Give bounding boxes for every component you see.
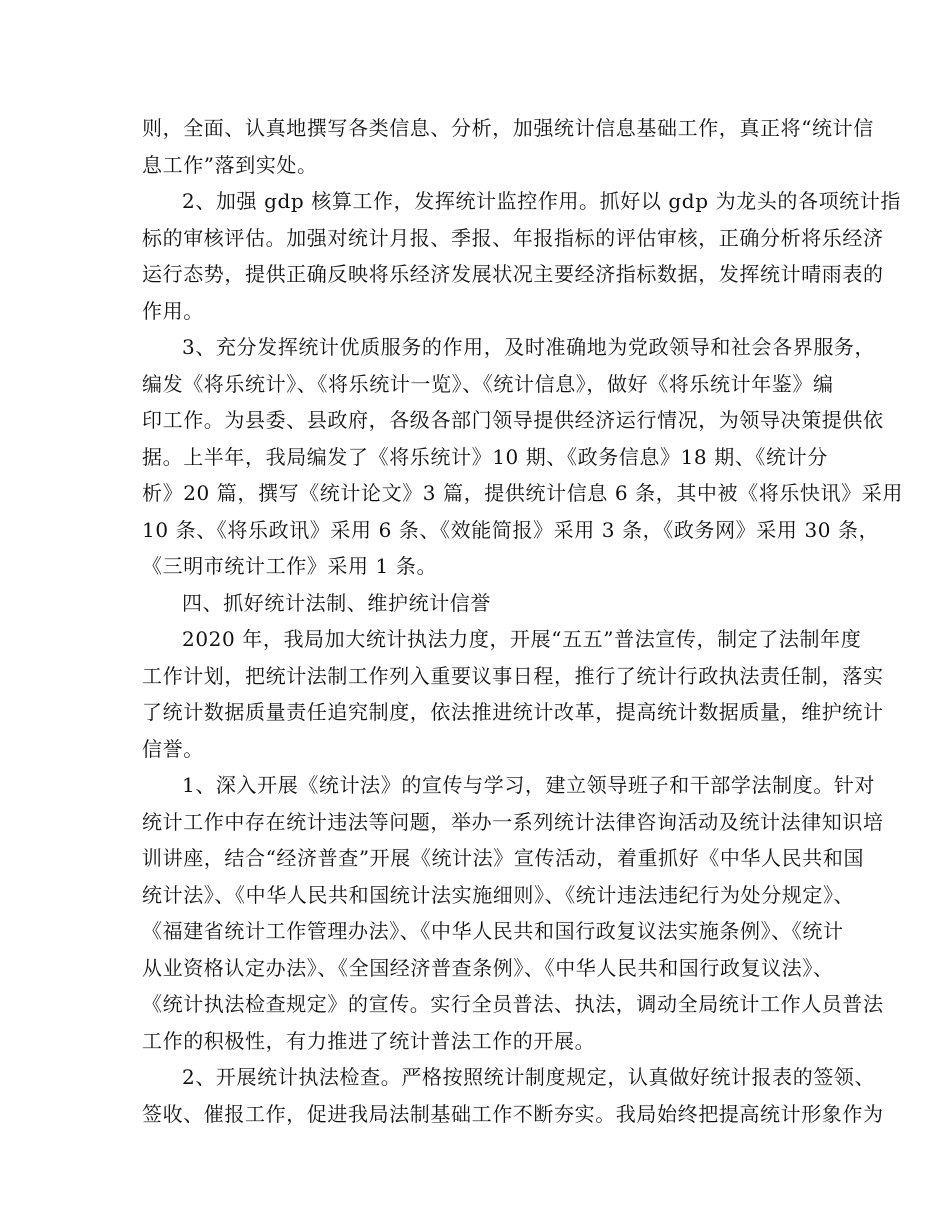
text-line: 《福建省统计工作管理办法》、《中华人民共和国行政复议法实施条例》、《统计	[142, 919, 844, 943]
text-line: 1、深入开展《统计法》的宣传与学习，建立领导班子和干部学法制度。针对	[182, 773, 876, 797]
text-line: 印工作。为县委、县政府，各级各部门领导提供经济运行情况，为领导决策提供依	[142, 408, 884, 432]
text-line: 析》20 篇，撰写《统计论文》3 篇，提供统计信息 6 条，其中被《将乐快讯》采用	[142, 481, 903, 505]
text-line: 了统计数据质量责任追究制度，依法推进统计改革，提高统计数据质量，维护统计	[142, 700, 884, 724]
text-line: 《统计执法检查规定》的宣传。实行全员普法、执法，调动全局统计工作人员普法	[142, 992, 884, 1016]
text-line: 信誉。	[142, 736, 204, 761]
paragraph	[142, 585, 822, 622]
text-line: 《三明市统计工作》采用 1 条。	[142, 554, 438, 578]
text-line: 训讲座，结合“经济普查”开展《统计法》宣传活动，着重抓好《中华人民共和国	[142, 846, 865, 870]
text-line: 2020 年，我局加大统计执法力度，开展“五五”普法宣传，制定了法制年度	[182, 627, 862, 651]
text-line: 作用。	[142, 298, 204, 323]
text-line: 从业资格认定办法》、《全国经济普查条例》、《中华人民共和国行政复议法》、	[142, 955, 834, 980]
text-line: 据。上半年，我局编发了《将乐统计》10 期、《政务信息》18 期、《统计分	[142, 444, 828, 469]
text-line: 统计法》、《中华人民共和国统计法实施细则》、《统计违法违纪行为处分规定》、	[142, 882, 855, 907]
paragraph	[142, 621, 884, 767]
document-body	[142, 110, 903, 1132]
text-line: 3、充分发挥统计优质服务的作用，及时准确地为党政领导和社会各界服务，	[182, 335, 876, 359]
text-line: 2、开展统计执法检查。严格按照统计制度规定，认真做好统计报表的签领、	[182, 1065, 876, 1089]
text-line: 运行态势，提供正确反映将乐经济发展状况主要经济指标数据，发挥统计晴雨表的	[142, 262, 884, 286]
text-line: 工作的积极性，有力推进了统计普法工作的开展。	[142, 1028, 596, 1053]
text-line: 息工作”落到实处。	[142, 152, 318, 177]
text-line: 工作计划，把统计法制工作列入重要议事日程，推行了统计行政执法责任制，落实	[142, 663, 884, 688]
paragraph	[142, 183, 901, 329]
paragraph	[142, 110, 874, 183]
paragraph	[142, 767, 884, 1059]
text-line: 编发《将乐统计》、《将乐统计一览》、《统计信息》，做好《将乐统计年鉴》编	[142, 371, 834, 396]
paragraph	[142, 1059, 884, 1132]
text-line: 统计工作中存在统计违法等问题，举办一系列统计法律咨询活动及统计法律知识培	[142, 809, 884, 834]
text-line: 四、抓好统计法制、维护统计信誉	[182, 590, 491, 615]
text-line: 2、加强 gdp 核算工作，发挥统计监控作用。抓好以 gdp 为龙头的各项统计指	[182, 189, 901, 213]
text-line: 签收、催报工作，促进我局法制基础工作不断夯实。我局始终把提高统计形象作为	[142, 1101, 884, 1126]
text-line: 标的审核评估。加强对统计月报、季报、年报指标的评估审核，正确分析将乐经济	[142, 225, 884, 250]
text-line: 则，全面、认真地撰写各类信息、分析，加强统计信息基础工作，真正将“统计信	[142, 116, 874, 140]
text-line: 10 条、《将乐政讯》采用 6 条、《效能简报》采用 3 条，《政务网》采用 30 条，	[142, 517, 880, 542]
paragraph	[142, 329, 903, 585]
